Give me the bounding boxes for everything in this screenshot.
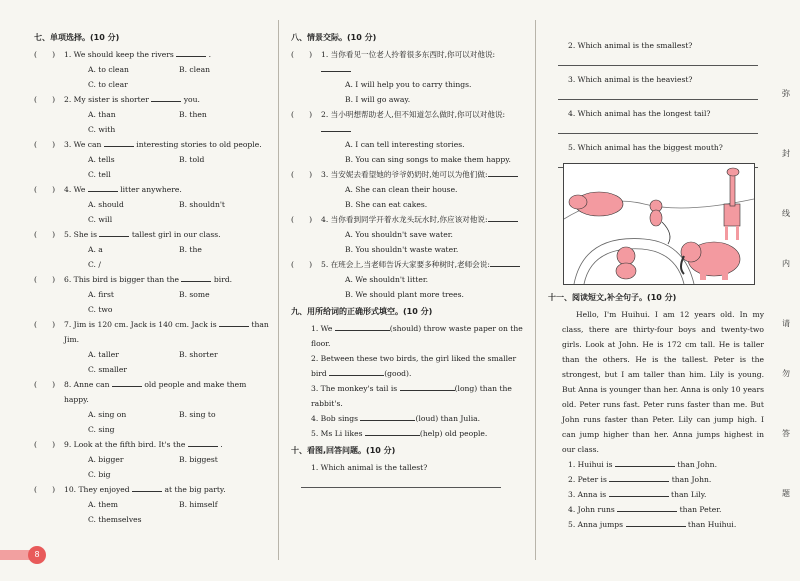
option-c[interactable]: C. tell bbox=[88, 170, 111, 179]
section-title: 八、情景交际。(10 分) bbox=[291, 33, 377, 42]
sentence-start: 2. Between these two birds, the girl liked the smaller bird bbox=[311, 354, 517, 378]
question-text: 2. Which animal is the smallest? bbox=[568, 41, 693, 50]
question-item bbox=[34, 317, 270, 377]
completion-item bbox=[548, 487, 764, 502]
picture-question bbox=[548, 72, 764, 100]
option-c[interactable]: C. big bbox=[88, 470, 111, 479]
option-b[interactable]: B. You shouldn't waste water. bbox=[345, 245, 459, 254]
answer-bracket[interactable]: ( ) bbox=[34, 440, 56, 449]
sentence-end: than the rabbit's. bbox=[311, 384, 512, 408]
option-c[interactable]: C. / bbox=[88, 260, 101, 269]
sentence-end: than Peter. bbox=[679, 505, 722, 514]
sentence-start: 1. We bbox=[311, 324, 333, 333]
option-a[interactable]: A. taller bbox=[88, 350, 119, 359]
seal-line-char: 答 bbox=[782, 429, 790, 438]
sentence-start: 4. John runs bbox=[568, 505, 615, 514]
fill-blank-list bbox=[291, 321, 523, 441]
answer-blank[interactable] bbox=[488, 167, 518, 177]
question-text-after: old people and make them happy. bbox=[64, 380, 247, 404]
answer-blank[interactable] bbox=[365, 426, 420, 436]
fill-blank-item bbox=[291, 381, 523, 411]
question-text: 1. 当你看见一位老人拎着很多东西时,你可以对他说: bbox=[321, 50, 496, 59]
question-text: 2. 当小明想帮助老人,但不知道怎么做时,你可以对他说: bbox=[321, 110, 506, 119]
option-b[interactable]: B. She can eat cakes. bbox=[345, 200, 428, 209]
answer-blank[interactable] bbox=[360, 411, 415, 421]
question-item bbox=[34, 47, 270, 92]
given-word: (should) bbox=[389, 324, 422, 333]
option-b[interactable]: B. You can sing songs to make them happy. bbox=[345, 155, 511, 164]
answer-blank[interactable] bbox=[321, 62, 351, 72]
answer-bracket[interactable]: ( ) bbox=[34, 230, 56, 239]
answer-bracket[interactable]: ( ) bbox=[34, 185, 56, 194]
question-text: 9. Look at the fifth bird. It's the bbox=[64, 440, 186, 449]
question-text-after: . bbox=[220, 440, 223, 449]
answer-line[interactable] bbox=[301, 477, 501, 488]
answer-blank[interactable] bbox=[609, 487, 669, 497]
given-word: (long) bbox=[454, 384, 478, 393]
answer-bracket[interactable]: ( ) bbox=[34, 485, 56, 494]
answer-blank[interactable] bbox=[99, 227, 129, 237]
answer-blank[interactable] bbox=[490, 257, 520, 267]
dialogue-item bbox=[291, 212, 523, 257]
answer-blank[interactable] bbox=[609, 472, 669, 482]
completion-item bbox=[548, 457, 764, 472]
reading-passage: Hello, I'm Huihui. I am 12 years old. In my class, there are thirty-four boys and twenty-two girls. Look at John. He is 172 cm tall. He is taller than the others. He is the tallest. Peter is the strongest, but I am taller than him. Lily is young. But Anna is younger than her. Anna is only 10 years old. Peter runs fast. Peter runs faster than me. But John runs faster than Peter. Lily can jump high. I can jump higher than her. Anna jumps highest in our class. bbox=[562, 310, 764, 454]
answer-bracket[interactable]: ( ) bbox=[291, 260, 313, 269]
question-text: 4. We bbox=[64, 185, 86, 194]
question-text-after: bird. bbox=[213, 275, 233, 284]
question-text-after: . bbox=[208, 50, 212, 59]
option-c[interactable]: C. smaller bbox=[88, 365, 127, 374]
answer-blank[interactable] bbox=[321, 122, 351, 132]
option-b[interactable]: B. I will go away. bbox=[345, 95, 411, 104]
sentence-start: 5. Anna jumps bbox=[568, 520, 624, 529]
question-text: 5. Which animal has the biggest mouth? bbox=[568, 143, 723, 152]
option-b[interactable]: B. We should plant more trees. bbox=[345, 290, 464, 299]
option-b[interactable]: B. shouldn't bbox=[179, 200, 225, 209]
option-a[interactable]: A. sing on bbox=[88, 410, 127, 419]
reading-section bbox=[548, 290, 764, 532]
question-text: 4. Which animal has the longest tail? bbox=[568, 109, 711, 118]
option-a[interactable]: A. a bbox=[88, 245, 103, 254]
options-row bbox=[34, 287, 270, 302]
section-title: 十一、阅读短文,补全句子。(10 分) bbox=[548, 293, 677, 302]
options-row bbox=[34, 62, 270, 77]
option-c[interactable]: C. with bbox=[88, 125, 116, 134]
option-a[interactable]: A. She can clean their house. bbox=[345, 185, 458, 194]
picture-question bbox=[291, 460, 523, 488]
question-text: 5. She is bbox=[64, 230, 97, 239]
question-item bbox=[34, 377, 270, 437]
sentence-start: 4. Bob sings bbox=[311, 414, 359, 423]
page-tab bbox=[0, 550, 30, 560]
seal-line-char: 弥 bbox=[782, 89, 790, 98]
sentence-end: old people. bbox=[444, 429, 488, 438]
answer-blank[interactable] bbox=[617, 502, 677, 512]
question-text: 1. We should keep the rivers bbox=[64, 50, 174, 59]
option-a[interactable]: A. I will help you to carry things. bbox=[345, 80, 472, 89]
answer-blank[interactable] bbox=[104, 137, 134, 147]
question-text-after: at the big party. bbox=[164, 485, 226, 494]
question-item bbox=[34, 137, 270, 182]
fill-blank-item bbox=[291, 351, 523, 381]
option-a[interactable]: A. We shouldn't litter. bbox=[345, 275, 429, 284]
sentence-end: than Huihui. bbox=[687, 520, 737, 529]
sentence-end: throw waste paper on the floor. bbox=[311, 324, 523, 348]
option-a[interactable]: A. them bbox=[88, 500, 118, 509]
question-text: 5. 在班会上,当老师告诉大家要多种树时,老师会说: bbox=[321, 260, 490, 269]
answer-blank[interactable] bbox=[400, 381, 455, 391]
section-title: 九、用所给词的正确形式填空。(10 分) bbox=[291, 307, 433, 316]
option-b[interactable]: B. shorter bbox=[179, 350, 218, 359]
question-text: 3. 当安妮去看望她的爷爷奶奶时,她可以为他们做: bbox=[321, 170, 488, 179]
column-2 bbox=[291, 30, 523, 494]
option-b[interactable]: B. then bbox=[179, 110, 207, 119]
picture-question bbox=[548, 106, 764, 134]
answer-bracket[interactable]: ( ) bbox=[291, 50, 313, 59]
option-b[interactable]: B. told bbox=[179, 155, 205, 164]
question-text-after: you. bbox=[183, 95, 200, 104]
question-item bbox=[34, 437, 270, 482]
given-word: (help) bbox=[419, 429, 443, 438]
option-b[interactable]: B. sing to bbox=[179, 410, 216, 419]
question-text-after: interesting stories to old people. bbox=[136, 140, 262, 149]
completion-item bbox=[548, 502, 764, 517]
answer-line[interactable] bbox=[558, 89, 758, 100]
option-b[interactable]: B. clean bbox=[179, 65, 211, 74]
option-a[interactable]: A. bigger bbox=[88, 455, 124, 464]
answer-bracket[interactable]: ( ) bbox=[34, 275, 56, 284]
sentence-start: 3. The monkey's tail is bbox=[311, 384, 398, 393]
question-item bbox=[34, 92, 270, 137]
question-text: 8. Anne can bbox=[64, 380, 110, 389]
option-a[interactable]: A. first bbox=[88, 290, 114, 299]
question-text: 2. My sister is shorter bbox=[64, 95, 149, 104]
question-item bbox=[34, 272, 270, 317]
answer-blank[interactable] bbox=[88, 182, 118, 192]
sentence-start: 5. Ms Li likes bbox=[311, 429, 363, 438]
seal-line-char: 勿 bbox=[782, 369, 790, 378]
answer-bracket[interactable]: ( ) bbox=[34, 95, 56, 104]
option-a[interactable]: A. than bbox=[88, 110, 116, 119]
sentence-end: than John. bbox=[671, 475, 712, 484]
seal-line-char: 内 bbox=[782, 259, 790, 268]
option-a[interactable]: A. to clean bbox=[88, 65, 129, 74]
answer-blank[interactable] bbox=[488, 212, 518, 222]
dialogue-item bbox=[291, 107, 523, 167]
options-row bbox=[34, 347, 270, 362]
answer-blank[interactable] bbox=[188, 437, 218, 447]
sentence-end: than Julia. bbox=[440, 414, 481, 423]
answer-blank[interactable] bbox=[615, 457, 675, 467]
sentence-start: 3. Anna is bbox=[568, 490, 607, 499]
given-word: (loud) bbox=[415, 414, 439, 423]
dialogue-item bbox=[291, 167, 523, 212]
answer-blank[interactable] bbox=[335, 321, 390, 331]
option-b[interactable]: B. biggest bbox=[179, 455, 218, 464]
answer-blank[interactable] bbox=[112, 377, 142, 387]
seal-line-char: 线 bbox=[782, 209, 790, 218]
answer-bracket[interactable]: ( ) bbox=[34, 320, 56, 329]
question-text-after: than Jim. bbox=[64, 320, 269, 344]
answer-blank[interactable] bbox=[219, 317, 249, 327]
answer-line[interactable] bbox=[558, 123, 758, 134]
picture-questions bbox=[548, 38, 764, 168]
question-text-after: litter anywhere. bbox=[120, 185, 182, 194]
answer-line[interactable] bbox=[558, 55, 758, 66]
answer-bracket[interactable]: ( ) bbox=[291, 110, 313, 119]
seal-line-char: 题 bbox=[782, 489, 790, 498]
option-b[interactable]: B. himself bbox=[179, 500, 218, 509]
column-divider bbox=[535, 20, 536, 560]
page-number: 8 bbox=[28, 546, 46, 564]
answer-blank[interactable] bbox=[132, 482, 162, 492]
completion-item bbox=[548, 472, 764, 487]
option-a[interactable]: A. should bbox=[88, 200, 124, 209]
answer-bracket[interactable]: ( ) bbox=[34, 50, 56, 59]
given-word: (good). bbox=[384, 369, 412, 378]
section-title: 十、看图,回答问题。(10 分) bbox=[291, 446, 396, 455]
options-row bbox=[34, 407, 270, 422]
answer-blank[interactable] bbox=[151, 92, 181, 102]
question-item bbox=[34, 227, 270, 272]
fill-blank-item bbox=[291, 321, 523, 351]
option-a[interactable]: A. tells bbox=[88, 155, 115, 164]
option-a[interactable]: A. I can tell interesting stories. bbox=[345, 140, 465, 149]
question-text: 3. We can bbox=[64, 140, 102, 149]
question-text: 10. They enjoyed bbox=[64, 485, 130, 494]
question-text: 7. Jim is 120 cm. Jack is 140 cm. Jack is bbox=[64, 320, 217, 329]
section-title: 七、单项选择。(10 分) bbox=[34, 33, 120, 42]
sentence-start: 1. Huihui is bbox=[568, 460, 613, 469]
options-row bbox=[34, 452, 270, 467]
question-text-after: tallest girl in our class. bbox=[131, 230, 221, 239]
answer-blank[interactable] bbox=[626, 517, 686, 527]
column-3 bbox=[548, 38, 764, 174]
option-c[interactable]: C. two bbox=[88, 305, 113, 314]
completion-item bbox=[548, 517, 764, 532]
answer-bracket[interactable]: ( ) bbox=[291, 215, 313, 224]
option-b[interactable]: B. the bbox=[179, 245, 202, 254]
sentence-end: than Lily. bbox=[671, 490, 707, 499]
question-text: 4. 当你看到同学开着水龙头玩水时,你应该对他说: bbox=[321, 215, 488, 224]
zoo-animals-picture bbox=[563, 163, 755, 285]
answer-bracket[interactable]: ( ) bbox=[34, 140, 56, 149]
column-divider bbox=[278, 20, 279, 560]
option-c[interactable]: C. themselves bbox=[88, 515, 142, 524]
options-row bbox=[34, 497, 270, 512]
seal-line-char: 封 bbox=[782, 149, 790, 158]
question-text: 6. This bird is bigger than the bbox=[64, 275, 180, 284]
sentence-end: than John. bbox=[677, 460, 717, 469]
question-text: 3. Which animal is the heaviest? bbox=[568, 75, 693, 84]
dialogue-item bbox=[291, 47, 523, 107]
option-b[interactable]: B. some bbox=[179, 290, 210, 299]
answer-blank[interactable] bbox=[181, 272, 211, 282]
section-multiple-choice bbox=[34, 30, 270, 527]
seal-line-char: 请 bbox=[782, 319, 790, 328]
situational-dialogue-list bbox=[291, 47, 523, 302]
answer-bracket[interactable]: ( ) bbox=[291, 170, 313, 179]
option-a[interactable]: A. You shouldn't save water. bbox=[345, 230, 453, 239]
options-row bbox=[34, 197, 270, 212]
question-item bbox=[34, 482, 270, 527]
answer-blank[interactable] bbox=[329, 366, 384, 376]
dialogue-item bbox=[291, 257, 523, 302]
sentence-completion-list bbox=[548, 457, 764, 532]
option-c[interactable]: C. to clear bbox=[88, 80, 128, 89]
fill-blank-item bbox=[291, 411, 523, 426]
option-c[interactable]: C. sing bbox=[88, 425, 115, 434]
question-text: 1. Which animal is the tallest? bbox=[311, 463, 428, 472]
option-c[interactable]: C. will bbox=[88, 215, 113, 224]
answer-blank[interactable] bbox=[176, 47, 206, 57]
picture-question bbox=[548, 38, 764, 66]
sentence-start: 2. Peter is bbox=[568, 475, 607, 484]
fill-blank-item bbox=[291, 426, 523, 441]
question-item bbox=[34, 182, 270, 227]
answer-bracket[interactable]: ( ) bbox=[34, 380, 56, 389]
options-row bbox=[34, 107, 270, 122]
options-row bbox=[34, 152, 270, 167]
options-row bbox=[34, 242, 270, 257]
